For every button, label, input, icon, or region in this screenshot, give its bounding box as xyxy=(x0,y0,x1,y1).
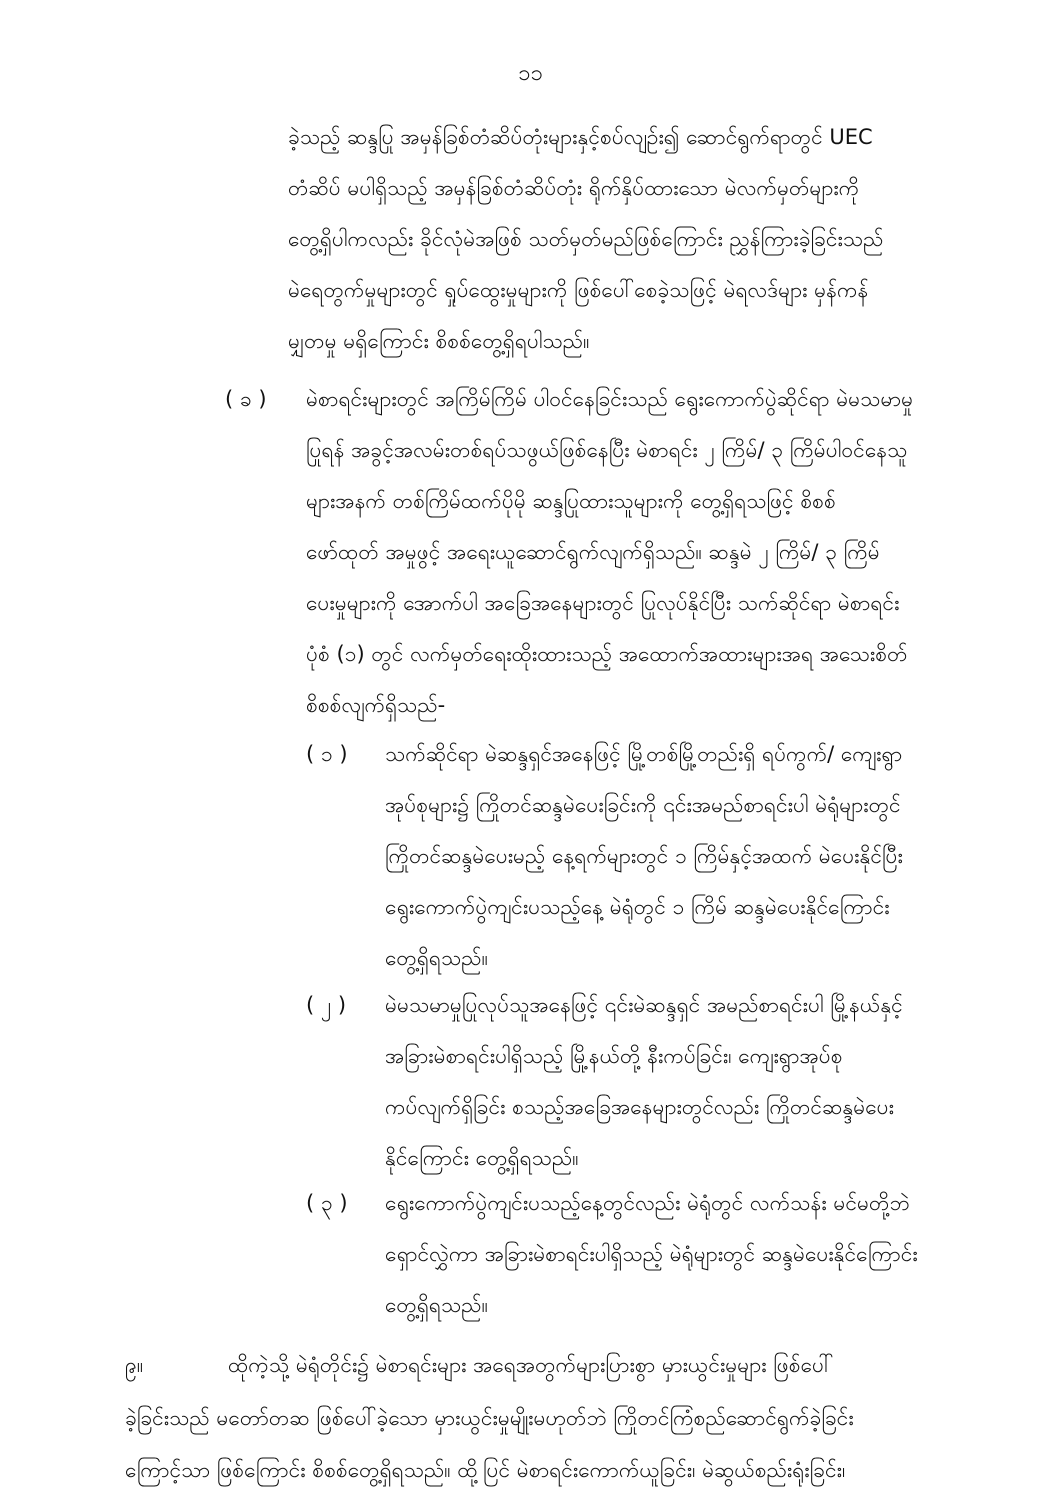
list-item-marker: ( ၂ ) xyxy=(306,993,347,1017)
list-item-line: ရွေးကောက်ပွဲကျင်းပသည့်နေ့ မဲရုံတွင် ၁ ကြိမ် ဆန္ဒမဲပေးနိုင်ကြောင်း xyxy=(385,895,890,919)
section-b-line: မဲစာရင်းများတွင် အကြိမ်ကြိမ် ပါဝင်နေခြင်းသည် ရွေးကောက်ပွဲဆိုင်ရာ မဲမသမာမှု xyxy=(306,387,914,411)
list-item-line: တွေ့ရှိရသည်။ xyxy=(385,946,488,970)
paragraph-number: ၉။ xyxy=(125,1353,144,1377)
section-b-line: ပေးမှုများကို အောက်ပါ အခြေအနေများတွင် ပြုလုပ်နိုင်ပြီး သက်ဆိုင်ရာ မဲစာရင်း xyxy=(306,591,900,615)
section-b-marker: ( ခ ) xyxy=(225,387,267,411)
intro-line: တွေ့ရှိပါကလည်း ခိုင်လုံမဲအဖြစ် သတ်မှတ်မည်ဖြစ်ကြောင်း ညွှန်ကြားခဲ့ခြင်းသည် xyxy=(288,227,884,251)
section-b-line: စိစစ်လျက်ရှိသည်- xyxy=(306,693,446,717)
list-item-line: တွေ့ရှိရသည်။ xyxy=(385,1293,488,1317)
paragraph-line: ကြောင့်သာ ဖြစ်ကြောင်း စိစစ်တွေ့ရှိရသည်။ ထို့ပြင် မဲစာရင်းကောက်ယူခြင်း၊ မဲဆွယ်စည်းရုံးခြင်း၊ xyxy=(125,1458,846,1482)
list-item-marker: ( ၁ ) xyxy=(306,742,348,766)
list-item-marker: ( ၃ ) xyxy=(306,1191,348,1215)
paragraph-line: ထိုကဲ့သို့ မဲရုံတိုင်း၌ မဲစာရင်းများ အရေအတွက်များပြားစွာ မှားယွင်းမှုများ ဖြစ်ပေါ် xyxy=(228,1353,834,1377)
list-item-line: သက်ဆိုင်ရာ မဲဆန္ဒရှင်အနေဖြင့် မြို့တစ်မြို့တည်းရှိ ရပ်ကွက်/ ကျေးရွာ xyxy=(385,742,903,766)
list-item-line: နိုင်ကြောင်း တွေ့ရှိရသည်။ xyxy=(385,1146,579,1170)
section-b-line: ပုံစံ (၁) တွင် လက်မှတ်ရေးထိုးထားသည့် အထောက်အထားများအရ အသေးစိတ် xyxy=(306,642,908,666)
list-item-line: ရွေးကောက်ပွဲကျင်းပသည့်နေ့တွင်လည်း မဲရုံတွင် လက်သန်း မင်မတို့ဘဲ xyxy=(385,1191,910,1215)
section-b-line: ပြုရန် အခွင့်အလမ်းတစ်ရပ်သဖွယ်ဖြစ်နေပြီး မဲစာရင်း ၂ ကြိမ်/ ၃ ကြိမ်ပါဝင်နေသူ xyxy=(306,438,908,462)
list-item-line: အုပ်စုများ၌ ကြိုတင်ဆန္ဒမဲပေးခြင်းကို ၎င်းအမည်စာရင်းပါ မဲရုံများတွင် xyxy=(385,793,901,817)
intro-line: မဲရေတွက်မှုများတွင် ရှုပ်ထွေးမှုများကို ဖြစ်ပေါ်စေခဲ့သဖြင့် မဲရလဒ်များ မှန်ကန် xyxy=(288,278,869,302)
list-item-line: မဲမသမာမှုပြုလုပ်သူအနေဖြင့် ၎င်းမဲဆန္ဒရှင် အမည်စာရင်းပါ မြို့နယ်နှင့် xyxy=(385,993,903,1017)
list-item-line: ကြိုတင်ဆန္ဒမဲပေးမည့် နေ့ရက်များတွင် ၁ ကြိမ်နှင့်အထက် မဲပေးနိုင်ပြီး xyxy=(385,844,903,868)
section-b-line: များအနက် တစ်ကြိမ်ထက်ပိုမို ဆန္ဒပြုထားသူများကို တွေ့ရှိရသဖြင့် စိစစ် xyxy=(306,489,836,513)
list-item-line: ရှောင်လွှဲကာ အခြားမဲစာရင်းပါရှိသည့် မဲရုံများတွင် ဆန္ဒမဲပေးနိုင်ကြောင်း xyxy=(385,1242,918,1266)
section-b-line: ဖော်ထုတ် အမှုဖွင့် အရေးယူဆောင်ရွက်လျက်ရှိသည်။ ဆန္ဒမဲ ၂ ကြိမ်/ ၃ ကြိမ် xyxy=(306,540,880,564)
intro-line: တံဆိပ် မပါရှိသည့် အမှန်ခြစ်တံဆိပ်တုံး ရိုက်နှိပ်ထားသော မဲလက်မှတ်များကို xyxy=(288,176,860,200)
intro-line: ခဲ့သည့် ဆန္ဒပြု အမှန်ခြစ်တံဆိပ်တုံးများနှင့်စပ်လျဥ်း၍ ဆောင်ရွက်ရာတွင် UEC xyxy=(288,125,873,149)
intro-line: မျှတမှု မရှိကြောင်း စိစစ်တွေ့ရှိရပါသည်။ xyxy=(288,329,590,353)
list-item-line: ကပ်လျက်ရှိခြင်း စသည့်အခြေအနေများတွင်လည်း ကြိုတင်ဆန္ဒမဲပေး xyxy=(385,1095,894,1119)
paragraph-line: ခဲ့ခြင်းသည် မတော်တဆ ဖြစ်ပေါ်ခဲ့သော မှားယွင်းမှုမျိုးမဟုတ်ဘဲ ကြိုတင်ကြံစည်ဆောင်ရွက်ခဲ့ခြင်း xyxy=(125,1406,854,1430)
page-number: ၁၁ xyxy=(518,61,543,86)
list-item-line: အခြားမဲစာရင်းပါရှိသည့် မြို့နယ်တို့ နီးကပ်ခြင်း၊ ကျေးရွာအုပ်စု xyxy=(385,1044,843,1068)
